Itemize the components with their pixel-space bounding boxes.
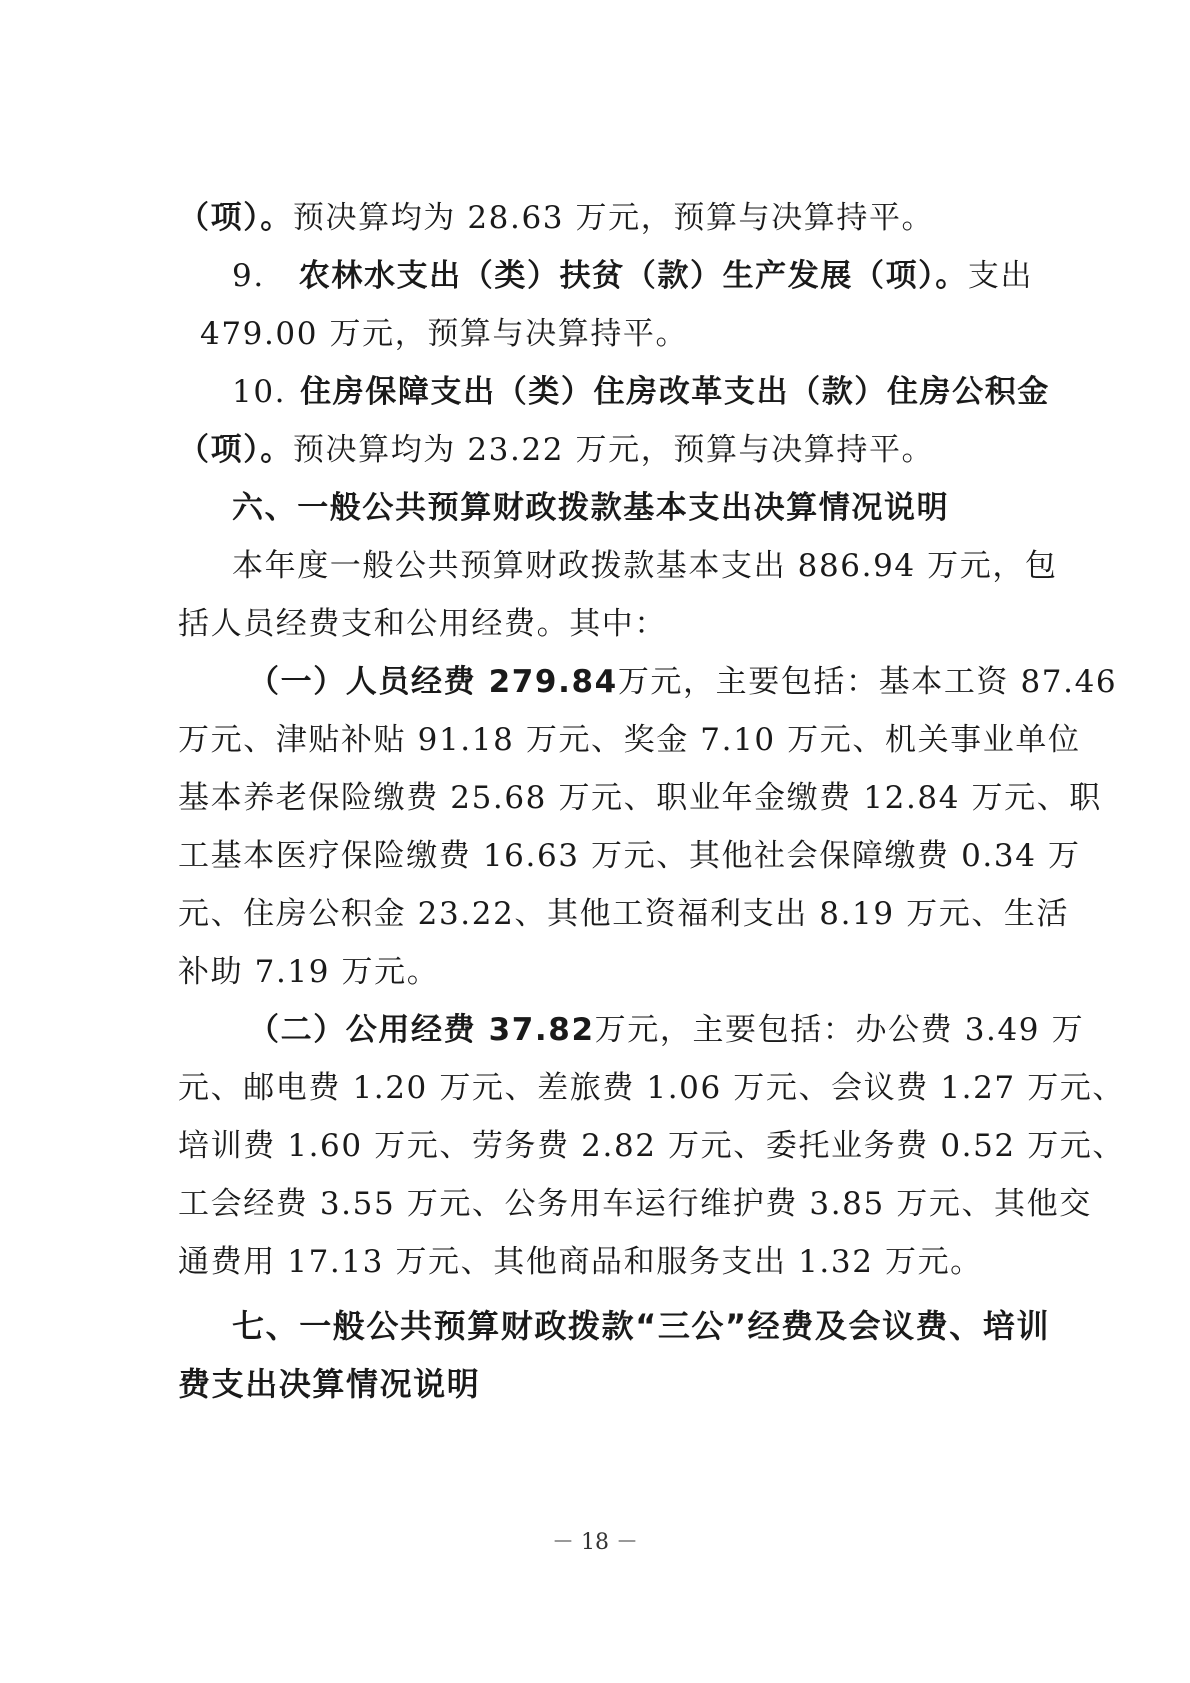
line-12 <box>178 836 1081 876</box>
line-1 <box>178 198 1018 238</box>
line-19 <box>178 1242 1018 1282</box>
item-text: 支出 <box>967 258 1034 294</box>
heading-text: 七、一般公共预算财政拨款“三公”经费及会议费、培训 <box>232 1307 1051 1345</box>
paragraph-text: 工会经费 3.55 万元、公务用车运行维护费 3.85 万元、其他交 <box>178 1186 1092 1222</box>
subsection-label: （一）人员经费 279.84 <box>248 664 618 700</box>
section-heading-7 <box>232 1306 1051 1346</box>
line-15 <box>248 1010 1085 1050</box>
line-7 <box>232 546 1058 586</box>
line-8 <box>178 604 1018 644</box>
item-heading: 农林水支出（类）扶贫（款）生产发展（项）。 <box>298 258 968 294</box>
heading-text: 费支出决算情况说明 <box>178 1365 481 1403</box>
paragraph-text: 本年度一般公共预算财政拨款基本支出 886.94 万元，包 <box>232 548 1058 584</box>
paragraph-text: 通费用 17.13 万元、其他商品和服务支出 1.32 万元。 <box>178 1244 983 1280</box>
line-17 <box>178 1126 1125 1166</box>
line-2 <box>232 256 1034 296</box>
paragraph-text: 括人员经费支和公用经费。其中： <box>178 606 667 642</box>
item-text: 预决算均为 28.63 万元，预算与决算持平。 <box>292 200 935 236</box>
line-13 <box>178 894 1070 934</box>
heading-text: 六、一般公共预算财政拨款基本支出决算情况说明 <box>232 490 950 526</box>
paragraph-text: 元、邮电费 1.20 万元、差旅费 1.06 万元、会议费 1.27 万元、 <box>178 1070 1125 1106</box>
page-number: － 18 － <box>552 1530 638 1555</box>
line-16 <box>178 1068 1125 1108</box>
paragraph-text: 培训费 1.60 万元、劳务费 2.82 万元、委托业务费 0.52 万元、 <box>178 1128 1125 1164</box>
paragraph-text: 万元，主要包括：办公费 3.49 万 <box>594 1012 1085 1048</box>
line-18 <box>178 1184 1092 1224</box>
line-3 <box>200 314 1040 354</box>
paragraph-text: 元、住房公积金 23.22、其他工资福利支出 8.19 万元、生活 <box>178 896 1070 932</box>
paragraph-text: 工基本医疗保险缴费 16.63 万元、其他社会保障缴费 0.34 万 <box>178 838 1081 874</box>
section-heading-6 <box>232 488 1072 528</box>
subsection-label: （二）公用经费 37.82 <box>248 1012 595 1048</box>
paragraph-text: 补助 7.19 万元。 <box>178 954 440 990</box>
bold-item-tail: （项）。 <box>178 200 293 236</box>
item-text: 479.00 万元，预算与决算持平。 <box>200 316 689 352</box>
paragraph-text: 基本养老保险缴费 25.68 万元、职业年金缴费 12.84 万元、职 <box>178 780 1102 816</box>
line-11 <box>178 778 1102 818</box>
line-10 <box>178 720 1081 760</box>
line-9 <box>248 662 1118 702</box>
line-4 <box>232 372 1050 412</box>
paragraph-text: 万元，主要包括：基本工资 87.46 <box>617 664 1118 700</box>
paragraph-text: 万元、津贴补贴 91.18 万元、奖金 7.10 万元、机关事业单位 <box>178 722 1081 758</box>
section-heading-7-cont <box>178 1364 1018 1404</box>
bold-item-tail: （项）。 <box>178 432 293 468</box>
item-heading: 住房保障支出（类）住房改革支出（款）住房公积金 <box>300 374 1050 410</box>
line-14 <box>178 952 1018 992</box>
item-number: 10. <box>232 374 287 410</box>
line-5 <box>178 430 1018 470</box>
item-text: 预决算均为 23.22 万元，预算与决算持平。 <box>292 432 935 468</box>
item-number: 9. <box>232 258 265 294</box>
